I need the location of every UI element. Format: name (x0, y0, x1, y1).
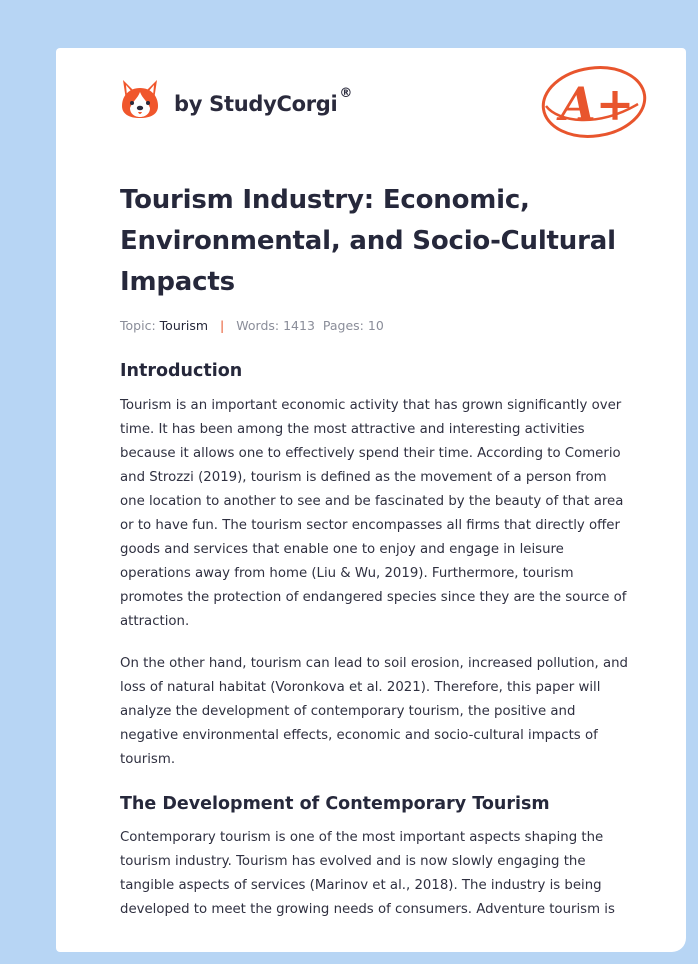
corgi-logo-icon (120, 76, 160, 120)
topic-link[interactable]: Tourism (159, 318, 209, 333)
page-count: Pages: 10 (322, 318, 384, 333)
a-plus-grade-icon (538, 62, 650, 148)
document-content (120, 180, 630, 922)
document-meta (120, 318, 630, 333)
section-heading-introduction: Introduction (120, 361, 243, 381)
paragraph: Tourism is an important economic activity that has grown significantly over time. It has been among the most attractive and interesting activities because it allows one to effectively spend their time. According to Comerio and Strozzi (2019), tourism is defined as the movement of a person from one location to another to see and be fascinated by the beauty of that area or to have fun. The tourism sector encompasses all firms that directly offer goods and services that enable one to enjoy and engage in leisure operations away from home (Liu & Wu, 2019). Furthermore, tourism promotes the protection of endangered species since they are the source of attraction. (120, 398, 627, 629)
page-title: Tourism Industry: Economic, Environmental, and Socio-Cultural Impacts (120, 185, 616, 297)
paragraph: Contemporary tourism is one of the most important aspects shaping the tourism industry. Tourism has evolved and is now slowly engaging the tangible aspects of services (Marinov et al., 2018). The industry is being developed to meet the growing needs of consumers. Adventure tourism is (120, 830, 615, 917)
section-heading-contemporary-tourism: The Development of Contemporary Tourism (120, 794, 550, 814)
brand-name: by StudyCorgi ® (174, 86, 353, 116)
header (120, 76, 650, 140)
brand-logo[interactable] (120, 76, 352, 120)
topic-label: Topic: (120, 318, 156, 333)
paragraph: On the other hand, tourism can lead to soil erosion, increased pollution, and loss of natural habitat (Voronkova et al. 2021). Therefore, this paper will analyze the development of contemporary tourism, the positive and negative environmental effects, economic and socio-cultural impacts of tourism. (120, 656, 628, 767)
registered-mark: ® (339, 86, 353, 101)
meta-separator: | (220, 318, 225, 333)
grade-text: A+ (560, 77, 635, 131)
word-count: Words: 1413 (236, 318, 315, 333)
document-page (56, 48, 686, 952)
